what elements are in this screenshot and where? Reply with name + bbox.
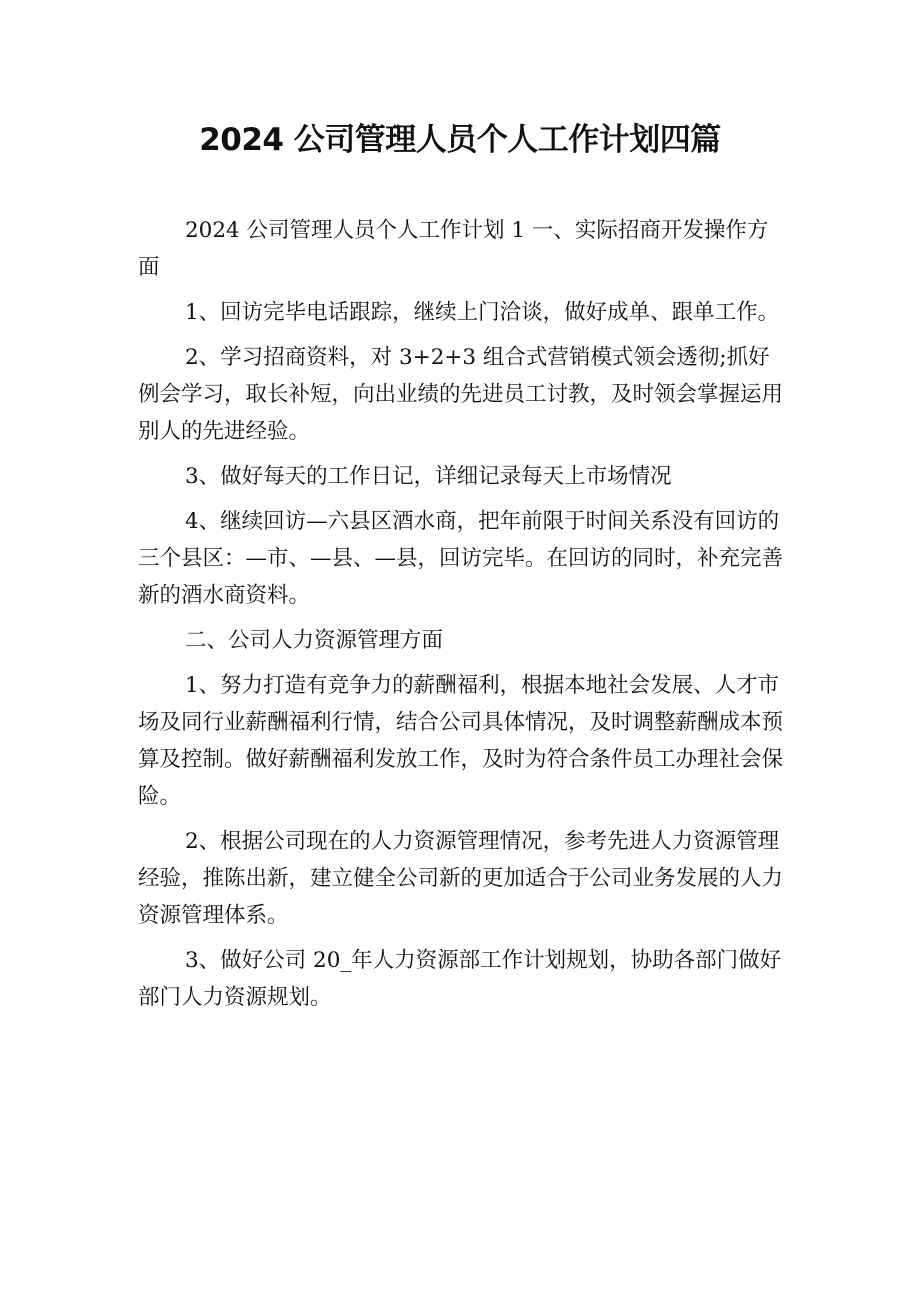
paragraph-item-1: 1、回访完毕电话跟踪，继续上门洽谈，做好成单、跟单工作。: [185, 300, 780, 325]
paragraph-hr-item-1: 1、努力打造有竞争力的薪酬福利，根据本地社会发展、人才市场及同行业薪酬福利行情，结合公司具体情况，及时调整薪酬成本预算及控制。做好薪酬福利发放工作，及时为符合条件员工办理社会保险。: [138, 673, 784, 809]
paragraph-item-2: 2、学习招商资料，对 3+2+3 组合式营销模式领会透彻;抓好例会学习，取长补短，向出业绩的先进员工讨教，及时领会掌握运用别人的先进经验。: [138, 345, 784, 444]
document-body: [138, 212, 788, 1024]
paragraph-section-2-heading: 二、公司人力资源管理方面: [185, 628, 444, 653]
paragraph-hr-item-3: 3、做好公司 20_年人力资源部工作计划规划，协助各部门做好部门人力资源规划。: [138, 948, 782, 1010]
paragraph-section-1-heading: 2024 公司管理人员个人工作计划 1 一、实际招商开发操作方面: [138, 218, 769, 280]
paragraph-item-4: 4、继续回访—六县区酒水商，把年前限于时间关系没有回访的三个县区：—市、—县、—县，回访完毕。在回访的同时，补充完善新的酒水商资料。: [138, 509, 784, 608]
document-title: 2024 公司管理人员个人工作计划四篇: [199, 122, 721, 158]
paragraph-hr-item-2: 2、根据公司现在的人力资源管理情况，参考先进人力资源管理经验，推陈出新，建立健全公司新的更加适合于公司业务发展的人力资源管理体系。: [138, 829, 784, 928]
paragraph-item-3: 3、做好每天的工作日记，详细记录每天上市场情况: [185, 464, 672, 489]
